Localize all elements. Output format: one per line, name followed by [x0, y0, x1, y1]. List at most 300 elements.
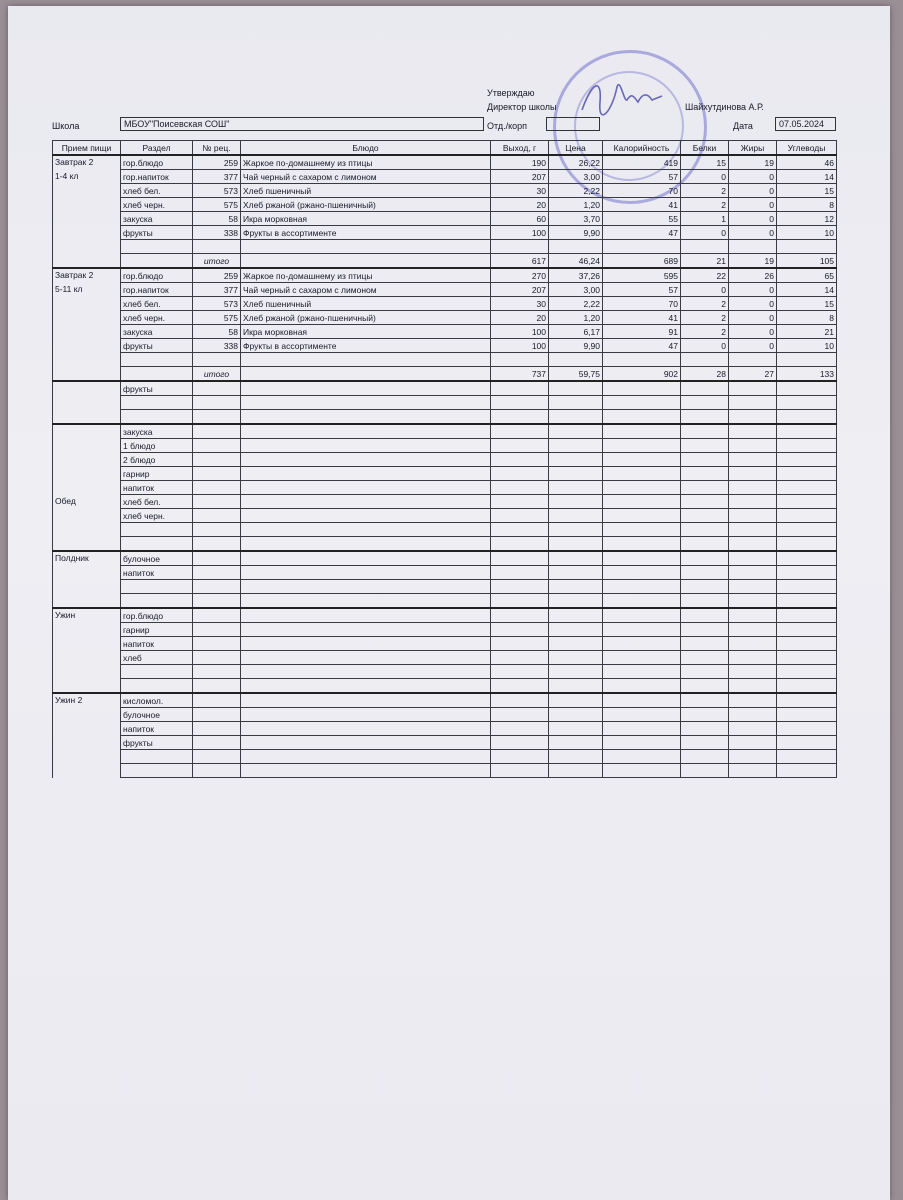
fat-cell: 0	[729, 297, 777, 311]
table-row	[53, 268, 837, 283]
fat-cell: 0	[729, 311, 777, 325]
section-cell: хлеб	[121, 651, 193, 665]
empty-cell	[729, 736, 777, 750]
meal-cell	[53, 736, 121, 750]
recipe-cell: 338	[193, 339, 241, 353]
dish-cell: Икра морковная	[241, 325, 491, 339]
col-header: Цена	[549, 141, 603, 156]
empty-cell	[603, 708, 681, 722]
empty-cell	[241, 594, 491, 609]
empty-cell	[241, 467, 491, 481]
empty-cell	[549, 693, 603, 708]
total-protein: 28	[681, 367, 729, 382]
empty-cell	[603, 353, 681, 367]
recipe-cell: 575	[193, 198, 241, 212]
table-row	[53, 523, 837, 537]
meal-cell	[53, 481, 121, 495]
table-row	[53, 580, 837, 594]
empty-cell	[603, 594, 681, 609]
protein-cell: 2	[681, 184, 729, 198]
empty-cell	[681, 523, 729, 537]
recipe-cell: 338	[193, 226, 241, 240]
empty-cell	[491, 240, 549, 254]
empty-cell	[491, 495, 549, 509]
table-row	[53, 212, 837, 226]
meal-cell	[53, 722, 121, 736]
meal-cell	[53, 198, 121, 212]
col-header: Углеводы	[777, 141, 837, 156]
empty-cell	[681, 736, 729, 750]
empty-cell	[681, 708, 729, 722]
empty-cell	[777, 637, 837, 651]
empty-cell	[777, 623, 837, 637]
empty-cell	[729, 750, 777, 764]
empty-cell	[241, 424, 491, 439]
kcal-cell: 70	[603, 184, 681, 198]
carbs-cell: 14	[777, 170, 837, 184]
total-kcal: 902	[603, 367, 681, 382]
kcal-cell: 57	[603, 283, 681, 297]
empty-cell	[491, 551, 549, 566]
empty-cell	[729, 764, 777, 778]
section-cell: напиток	[121, 566, 193, 580]
protein-cell: 0	[681, 170, 729, 184]
empty-cell	[729, 693, 777, 708]
empty-cell	[603, 750, 681, 764]
price-cell: 6,17	[549, 325, 603, 339]
meal-cell	[53, 339, 121, 353]
meal-cell	[53, 467, 121, 481]
empty-cell	[729, 509, 777, 523]
approve-label: Утверждаю	[487, 88, 535, 98]
empty-cell	[777, 523, 837, 537]
empty-cell	[681, 693, 729, 708]
col-header: Белки	[681, 141, 729, 156]
meal-cell	[53, 410, 121, 425]
kcal-cell: 41	[603, 198, 681, 212]
dish-cell: Жаркое по-домашнему из птицы	[241, 155, 491, 170]
total-label: итого	[193, 367, 241, 382]
meal-cell	[53, 623, 121, 637]
empty-cell	[241, 750, 491, 764]
empty-cell	[193, 353, 241, 367]
section-cell	[121, 537, 193, 552]
empty-cell	[549, 637, 603, 651]
empty-cell	[681, 623, 729, 637]
protein-cell: 2	[681, 325, 729, 339]
empty-cell	[603, 566, 681, 580]
recipe-cell: 259	[193, 155, 241, 170]
empty-cell	[777, 551, 837, 566]
empty-cell	[603, 679, 681, 694]
empty-cell	[729, 396, 777, 410]
section-cell	[121, 410, 193, 425]
empty-cell	[777, 764, 837, 778]
empty-cell	[681, 722, 729, 736]
empty-cell	[491, 693, 549, 708]
table-row	[53, 396, 837, 410]
section-cell: фрукты	[121, 226, 193, 240]
empty-cell	[729, 353, 777, 367]
table-row	[53, 339, 837, 353]
protein-cell: 0	[681, 283, 729, 297]
section-cell	[121, 750, 193, 764]
empty-cell	[777, 381, 837, 396]
empty-cell	[681, 439, 729, 453]
school-label: Школа	[52, 121, 80, 131]
col-header: Раздел	[121, 141, 193, 156]
section-cell: хлеб черн.	[121, 509, 193, 523]
empty-cell	[681, 353, 729, 367]
table-row	[53, 198, 837, 212]
table-row	[53, 509, 837, 523]
protein-cell: 2	[681, 198, 729, 212]
empty-cell	[241, 608, 491, 623]
section-cell: гор.блюдо	[121, 155, 193, 170]
col-header: Прием пищи	[53, 141, 121, 156]
col-header: Выход, г	[491, 141, 549, 156]
empty-cell	[491, 750, 549, 764]
empty-cell	[729, 240, 777, 254]
table-row	[53, 481, 837, 495]
yield-cell: 20	[491, 198, 549, 212]
yield-cell: 207	[491, 283, 549, 297]
carbs-cell: 10	[777, 226, 837, 240]
empty-cell	[777, 410, 837, 425]
empty-cell	[121, 367, 193, 382]
yield-cell: 100	[491, 339, 549, 353]
empty-cell	[193, 467, 241, 481]
empty-cell	[777, 679, 837, 694]
section-cell	[121, 764, 193, 778]
empty-cell	[241, 367, 491, 382]
empty-cell	[491, 381, 549, 396]
empty-cell	[491, 566, 549, 580]
kcal-cell: 595	[603, 268, 681, 283]
school-name-field: МБОУ"Поисевская СОШ"	[120, 117, 484, 131]
meal-cell	[53, 651, 121, 665]
empty-cell	[193, 580, 241, 594]
empty-cell	[491, 637, 549, 651]
table-row	[53, 325, 837, 339]
empty-cell	[777, 537, 837, 552]
empty-cell	[603, 736, 681, 750]
recipe-cell: 58	[193, 325, 241, 339]
protein-cell: 15	[681, 155, 729, 170]
section-cell	[121, 523, 193, 537]
director-signature	[572, 72, 682, 122]
price-cell: 1,20	[549, 198, 603, 212]
table-row	[53, 283, 837, 297]
empty-cell	[777, 396, 837, 410]
empty-cell	[681, 396, 729, 410]
meal-cell: Полдник	[53, 551, 121, 566]
section-cell: закуска	[121, 325, 193, 339]
table-row	[53, 708, 837, 722]
meal-cell	[53, 523, 121, 537]
empty-cell	[777, 495, 837, 509]
carbs-cell: 46	[777, 155, 837, 170]
empty-cell	[241, 665, 491, 679]
empty-cell	[681, 566, 729, 580]
dish-cell: Чай черный с сахаром с лимоном	[241, 283, 491, 297]
recipe-cell: 377	[193, 170, 241, 184]
empty-cell	[681, 637, 729, 651]
empty-cell	[777, 509, 837, 523]
dish-cell: Хлеб ржаной (ржано-пшеничный)	[241, 198, 491, 212]
empty-cell	[491, 623, 549, 637]
empty-cell	[193, 722, 241, 736]
date-field: 07.05.2024	[775, 117, 836, 131]
price-cell: 9,90	[549, 226, 603, 240]
section-cell: гарнир	[121, 467, 193, 481]
empty-cell	[777, 750, 837, 764]
total-protein: 21	[681, 254, 729, 269]
empty-cell	[549, 651, 603, 665]
kcal-cell: 47	[603, 226, 681, 240]
fat-cell: 0	[729, 325, 777, 339]
empty-cell	[491, 523, 549, 537]
meal-cell	[53, 439, 121, 453]
empty-cell	[241, 693, 491, 708]
empty-cell	[193, 637, 241, 651]
empty-cell	[729, 410, 777, 425]
meal-cell	[53, 750, 121, 764]
protein-cell: 0	[681, 339, 729, 353]
dish-cell: Чай черный с сахаром с лимоном	[241, 170, 491, 184]
empty-cell	[491, 537, 549, 552]
empty-cell	[729, 467, 777, 481]
price-cell: 3,70	[549, 212, 603, 226]
empty-cell	[777, 693, 837, 708]
meal-cell	[53, 580, 121, 594]
empty-cell	[491, 764, 549, 778]
kcal-cell: 57	[603, 170, 681, 184]
meal-cell: 5-11 кл	[53, 283, 121, 297]
empty-cell	[729, 481, 777, 495]
protein-cell: 2	[681, 311, 729, 325]
kcal-cell: 91	[603, 325, 681, 339]
empty-cell	[603, 509, 681, 523]
empty-cell	[241, 509, 491, 523]
empty-cell	[491, 651, 549, 665]
empty-cell	[193, 381, 241, 396]
carbs-cell: 12	[777, 212, 837, 226]
empty-cell	[729, 523, 777, 537]
empty-cell	[681, 594, 729, 609]
empty-cell	[193, 481, 241, 495]
recipe-cell: 377	[193, 283, 241, 297]
section-cell: хлеб бел.	[121, 495, 193, 509]
empty-cell	[241, 708, 491, 722]
section-cell	[121, 679, 193, 694]
col-header: № рец.	[193, 141, 241, 156]
date-label: Дата	[733, 121, 753, 131]
empty-cell	[193, 537, 241, 552]
empty-cell	[681, 381, 729, 396]
empty-cell	[549, 396, 603, 410]
section-cell: булочное	[121, 708, 193, 722]
empty-cell	[549, 566, 603, 580]
empty-cell	[729, 566, 777, 580]
empty-cell	[681, 679, 729, 694]
table-row	[53, 693, 837, 708]
table-row	[53, 537, 837, 552]
section-cell: хлеб бел.	[121, 297, 193, 311]
yield-cell: 30	[491, 184, 549, 198]
meal-cell	[53, 367, 121, 382]
kcal-cell: 41	[603, 311, 681, 325]
empty-cell	[193, 551, 241, 566]
empty-cell	[241, 566, 491, 580]
dept-field	[546, 117, 600, 131]
dish-cell: Хлеб пшеничный	[241, 184, 491, 198]
empty-cell	[603, 495, 681, 509]
empty-cell	[603, 481, 681, 495]
empty-cell	[777, 651, 837, 665]
section-cell: 2 блюдо	[121, 453, 193, 467]
price-cell: 26,22	[549, 155, 603, 170]
table-row	[53, 566, 837, 580]
table-row	[53, 184, 837, 198]
empty-cell	[777, 722, 837, 736]
empty-cell	[549, 509, 603, 523]
table-row	[53, 495, 837, 509]
empty-cell	[241, 381, 491, 396]
empty-cell	[193, 623, 241, 637]
empty-cell	[491, 353, 549, 367]
empty-cell	[491, 594, 549, 609]
meal-cell	[53, 665, 121, 679]
kcal-cell: 419	[603, 155, 681, 170]
table-row	[53, 594, 837, 609]
meal-cell	[53, 226, 121, 240]
table-row	[53, 226, 837, 240]
carbs-cell: 15	[777, 184, 837, 198]
total-fat: 27	[729, 367, 777, 382]
empty-cell	[603, 580, 681, 594]
fat-cell: 19	[729, 155, 777, 170]
empty-cell	[681, 651, 729, 665]
empty-cell	[193, 396, 241, 410]
empty-cell	[729, 537, 777, 552]
meal-cell	[53, 453, 121, 467]
empty-cell	[549, 481, 603, 495]
table-row	[53, 155, 837, 170]
empty-cell	[603, 623, 681, 637]
recipe-cell: 58	[193, 212, 241, 226]
empty-cell	[241, 353, 491, 367]
empty-cell	[777, 736, 837, 750]
total-yield: 737	[491, 367, 549, 382]
empty-cell	[603, 424, 681, 439]
table-row	[53, 424, 837, 439]
empty-cell	[603, 523, 681, 537]
carbs-cell: 14	[777, 283, 837, 297]
empty-cell	[193, 693, 241, 708]
director-label: Директор школы	[487, 102, 557, 112]
table-row	[53, 679, 837, 694]
empty-cell	[681, 608, 729, 623]
dish-cell: Хлеб ржаной (ржано-пшеничный)	[241, 311, 491, 325]
empty-cell	[241, 623, 491, 637]
fat-cell: 0	[729, 170, 777, 184]
total-price: 59,75	[549, 367, 603, 382]
empty-cell	[193, 453, 241, 467]
table-row	[53, 240, 837, 254]
table-row	[53, 637, 837, 651]
empty-cell	[681, 764, 729, 778]
empty-cell	[241, 537, 491, 552]
meal-cell	[53, 537, 121, 552]
empty-cell	[241, 764, 491, 778]
empty-cell	[241, 439, 491, 453]
meal-cell: Ужин 2	[53, 693, 121, 708]
table-row	[53, 311, 837, 325]
price-cell: 1,20	[549, 311, 603, 325]
empty-cell	[193, 608, 241, 623]
meal-cell	[53, 708, 121, 722]
meal-cell	[53, 325, 121, 339]
section-cell: фрукты	[121, 736, 193, 750]
empty-cell	[193, 439, 241, 453]
empty-cell	[729, 453, 777, 467]
yield-cell: 270	[491, 268, 549, 283]
section-cell: булочное	[121, 551, 193, 566]
price-cell: 3,00	[549, 283, 603, 297]
empty-cell	[193, 750, 241, 764]
empty-cell	[777, 424, 837, 439]
section-cell: гор.напиток	[121, 283, 193, 297]
meal-cell: Ужин	[53, 608, 121, 623]
empty-cell	[193, 424, 241, 439]
dish-cell: Фрукты в ассортименте	[241, 226, 491, 240]
empty-cell	[729, 679, 777, 694]
fat-cell: 0	[729, 339, 777, 353]
table-row	[53, 665, 837, 679]
empty-cell	[603, 410, 681, 425]
empty-cell	[549, 381, 603, 396]
carbs-cell: 10	[777, 339, 837, 353]
price-cell: 37,26	[549, 268, 603, 283]
dept-label: Отд./корп	[487, 121, 527, 131]
empty-cell	[241, 495, 491, 509]
empty-cell	[549, 764, 603, 778]
total-carbs: 105	[777, 254, 837, 269]
table-row	[53, 410, 837, 425]
section-cell: гор.напиток	[121, 170, 193, 184]
empty-cell	[777, 594, 837, 609]
meal-cell	[53, 381, 121, 396]
empty-cell	[241, 736, 491, 750]
fat-cell: 0	[729, 212, 777, 226]
empty-cell	[729, 424, 777, 439]
recipe-cell: 575	[193, 311, 241, 325]
empty-cell	[681, 481, 729, 495]
dish-cell: Фрукты в ассортименте	[241, 339, 491, 353]
section-cell: 1 блюдо	[121, 439, 193, 453]
empty-cell	[241, 651, 491, 665]
meal-cell	[53, 240, 121, 254]
empty-cell	[549, 537, 603, 552]
empty-cell	[549, 679, 603, 694]
section-cell: хлеб черн.	[121, 311, 193, 325]
protein-cell: 0	[681, 226, 729, 240]
empty-cell	[491, 481, 549, 495]
empty-cell	[193, 495, 241, 509]
table-row	[53, 297, 837, 311]
fat-cell: 0	[729, 283, 777, 297]
